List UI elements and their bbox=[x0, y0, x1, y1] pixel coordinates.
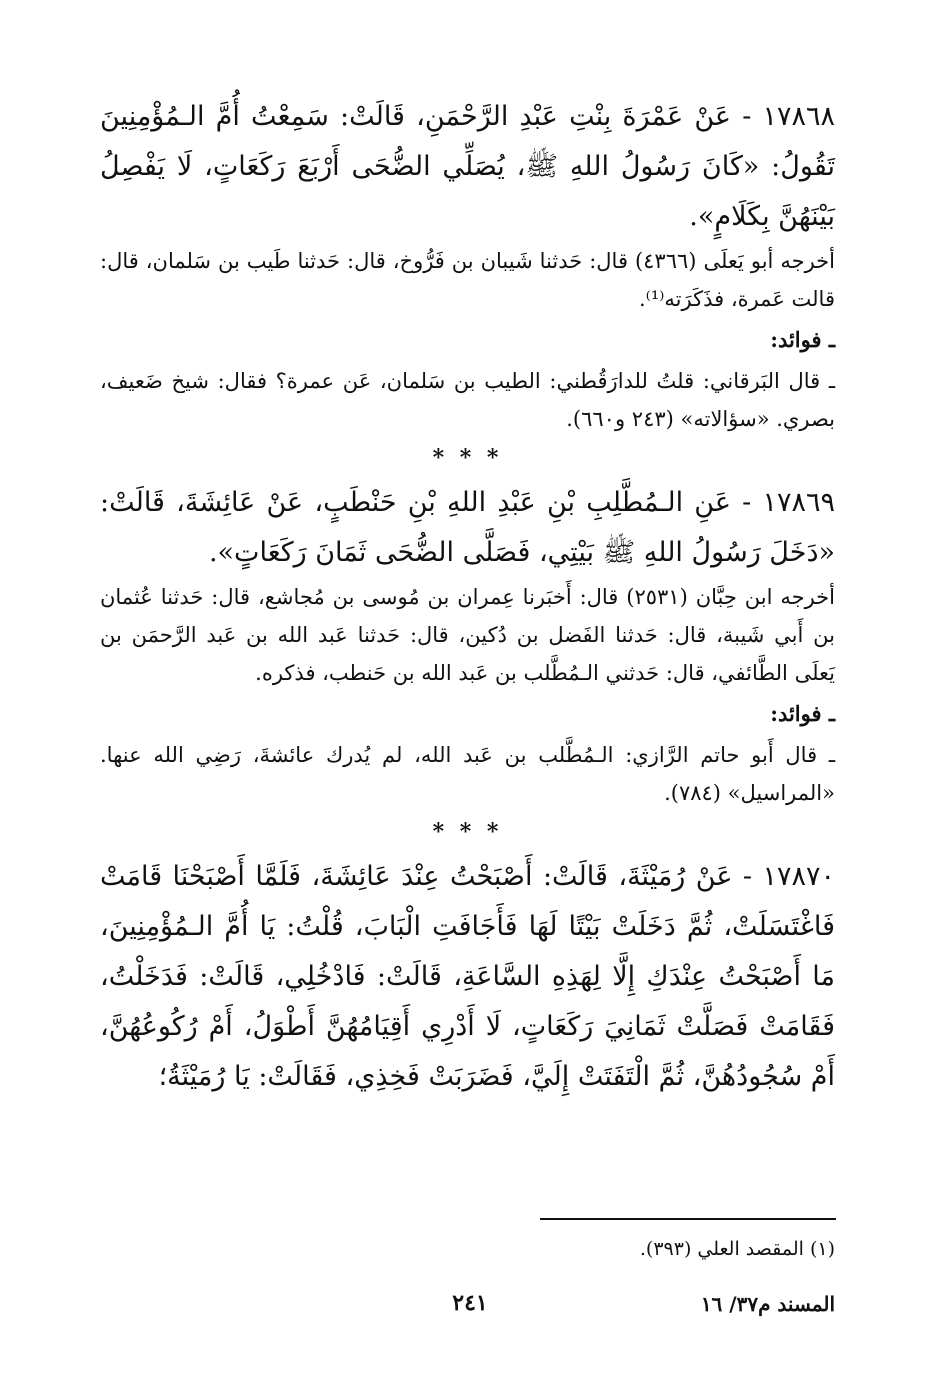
volume-mark: المسند م٣٧/ ١٦ bbox=[700, 1292, 835, 1316]
page-number: ٢٤١ bbox=[452, 1290, 488, 1316]
hadith-17868: ١٧٨٦٨ - عَنْ عَمْرَةَ بِنْتِ عَبْدِ الرَّحْمَنِ، قَالَتْ: سَمِعْتُ أُمَّ الـمُؤْمِنِينَ تَقُولُ: «كَانَ رَسُولُ اللهِ ﷺ، يُصَلِّي الضُّحَى أَرْبَعَ رَكَعَاتٍ، لَا يَفْصِلُ بَيْنَهُنَّ بِكَلَامٍ». bbox=[100, 101, 835, 232]
section-separator: * * * bbox=[432, 445, 503, 471]
page-body bbox=[100, 92, 835, 1102]
benefit-note-17868: ـ قال البَرقاني: قلتُ للدارَقُطني: الطيب بن سَلمان، عَن عمرة؟ فقال: شيخ ضَعيف، بصري. «سؤالاته» (٢٤٣ و٦٦٠). bbox=[100, 369, 835, 431]
benefit-note-17869: ـ قال أَبو حاتم الرَّازي: الـمُطَّلب بن عَبد الله، لم يُدرك عائشةَ، رَضِي الله عنها. «المراسيل» (٧٨٤). bbox=[100, 743, 835, 805]
footnote-divider bbox=[540, 1218, 836, 1220]
benefits-label: ـ فوائد: bbox=[770, 327, 835, 352]
hadith-17869: ١٧٨٦٩ - عَنِ الـمُطَّلِبِ بْنِ عَبْدِ اللهِ بْنِ حَنْطَبٍ، عَنْ عَائِشَةَ، قَالَتْ: «دَخَلَ رَسُولُ اللهِ ﷺ بَيْتِي، فَصَلَّى الضُّحَى ثَمَانَ رَكَعَاتٍ». bbox=[100, 487, 835, 568]
section-separator: * * * bbox=[432, 819, 503, 845]
takhrij-17869: أخرجه ابن حِبَّان (٢٥٣١) قال: أَخبَرنا عِمران بن مُوسى بن مُجاشع، قال: حَدثنا عُثمان بن أَبي شَيبة، قال: حَدثنا الفَضل بن دُكين، قال: حَدثنا عَبد الله بن عَبد الرَّحمَن بن يَعلَى الطَّائفي، قال: حَدثني الـمُطَّلب بن عَبد الله بن حَنطب، فذكره. bbox=[100, 585, 835, 685]
footnote: (١) المقصد العلي (٣٩٣). bbox=[639, 1238, 835, 1260]
hadith-17870: ١٧٨٧٠ - عَنْ رُمَيْثَةَ، قَالَتْ: أَصْبَحْتُ عِنْدَ عَائِشَةَ، فَلَمَّا أَصْبَحْنَا قَامَتْ فَاغْتَسَلَتْ، ثُمَّ دَخَلَتْ بَيْتًا لَهَا فَأَجَافَتِ الْبَابَ، قُلْتُ: يَا أُمَّ الـمُؤْمِنِينَ، مَا أَصْبَحْتُ عِنْدَكِ إِلَّا لِهَذِهِ السَّاعَةِ، قَالَتْ: فَادْخُلِي، قَالَتْ: فَدَخَلْتُ، فَقَامَتْ فَصَلَّتْ ثَمَانِيَ رَكَعَاتٍ، لَا أَدْرِي أَقِيَامُهُنَّ أَطْوَلُ، أَمْ رُكُوعُهُنَّ، أَمْ سُجُودُهُنَّ، ثُمَّ الْتَفَتَتْ إِلَيَّ، فَضَرَبَتْ فَخِذِي، فَقَالَتْ: يَا رُمَيْثَةُ؛ bbox=[100, 861, 835, 1092]
benefits-label: ـ فوائد: bbox=[770, 701, 835, 726]
takhrij-17868: أخرجه أبو يَعلَى (٤٣٦٦) قال: حَدثنا شَيبان بن فَرُّوخ، قال: حَدثنا طَيب بن سَلمان، قال: قالت عَمرة، فذَكَرَته⁽¹⁾. bbox=[100, 249, 835, 311]
